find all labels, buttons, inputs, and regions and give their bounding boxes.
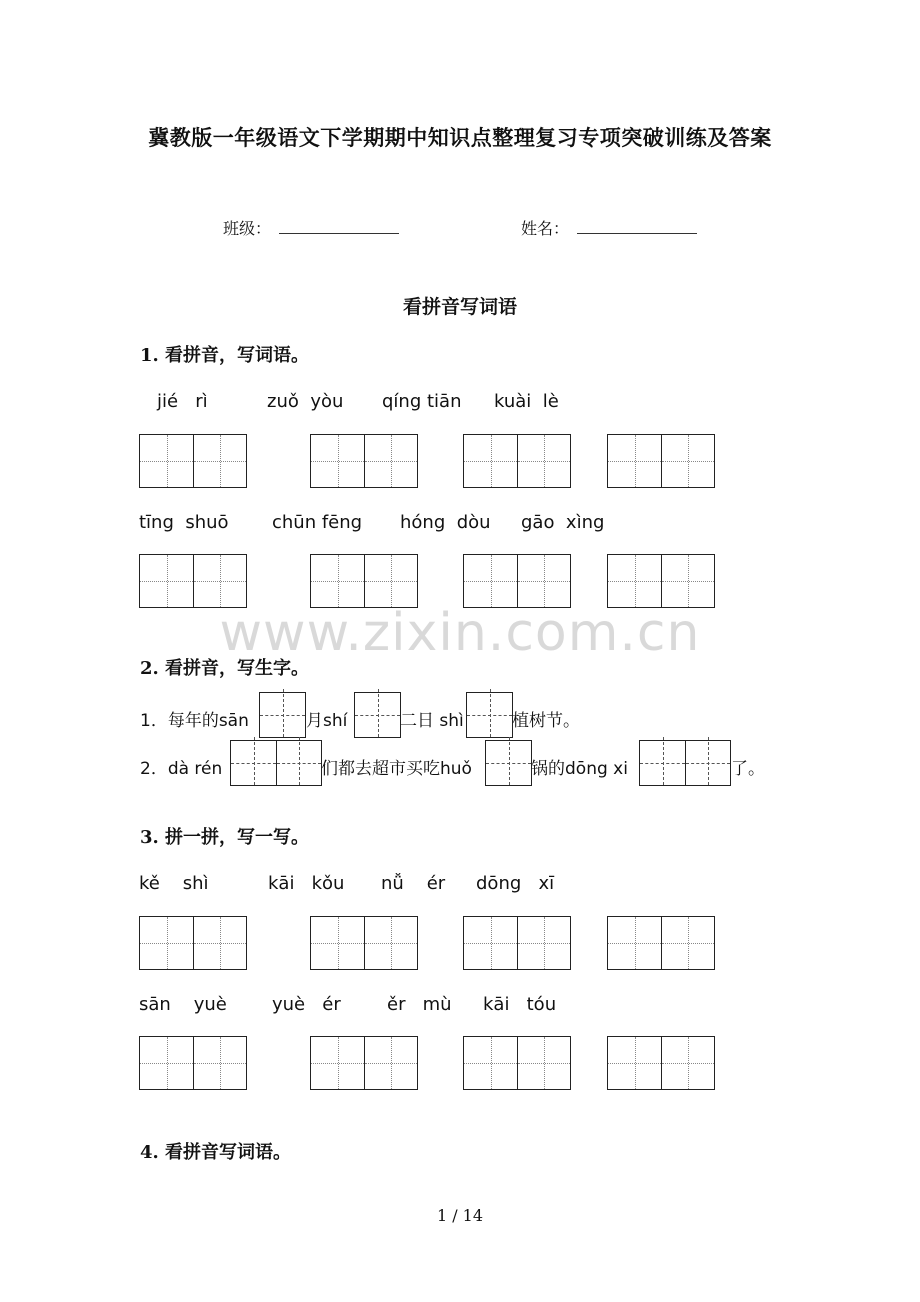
sentence-2-part-c: 锅的dōng xi bbox=[531, 759, 628, 779]
writing-grid[interactable] bbox=[463, 916, 571, 970]
pinyin-label: kuài lè bbox=[494, 391, 559, 412]
class-label: 班级： bbox=[223, 219, 272, 238]
pinyin-label: kě shì bbox=[139, 873, 209, 894]
sentence-1-part-b: 月shí bbox=[306, 711, 348, 731]
question-1-heading: 1. 看拼音，写词语。 bbox=[140, 345, 310, 366]
pinyin-label: qíng tiān bbox=[382, 391, 462, 412]
writing-grid[interactable] bbox=[310, 1036, 418, 1090]
pinyin-label: jié rì bbox=[157, 391, 208, 412]
pinyin-label: zuǒ yòu bbox=[267, 391, 344, 412]
answer-box[interactable] bbox=[466, 692, 513, 738]
watermark: www.zixin.com.cn bbox=[219, 603, 701, 663]
writing-grid[interactable] bbox=[310, 554, 418, 608]
writing-grid[interactable] bbox=[463, 554, 571, 608]
page-number: 1 / 14 bbox=[436, 1206, 484, 1225]
answer-box[interactable] bbox=[354, 692, 401, 738]
question-3-heading: 3. 拼一拼，写一写。 bbox=[140, 827, 310, 848]
sentence-1-part-a: 1．每年的sān bbox=[140, 711, 249, 731]
answer-box[interactable] bbox=[259, 692, 306, 738]
sentence-1-part-c: 二日 shì bbox=[400, 711, 464, 731]
answer-box[interactable] bbox=[639, 740, 731, 786]
pinyin-label: chūn fēng bbox=[272, 512, 363, 533]
pinyin-label: hóng dòu bbox=[400, 512, 491, 533]
pinyin-label: kāi tóu bbox=[483, 994, 557, 1015]
sentence-1-part-d: 植树节。 bbox=[512, 711, 580, 731]
pinyin-label: tīng shuō bbox=[139, 512, 229, 533]
writing-grid[interactable] bbox=[139, 434, 247, 488]
writing-grid[interactable] bbox=[310, 434, 418, 488]
pinyin-label: ěr mù bbox=[387, 994, 452, 1015]
writing-grid[interactable] bbox=[607, 554, 715, 608]
sentence-2-part-b: 们都去超市买吃huǒ bbox=[321, 759, 472, 779]
pinyin-label: dōng xī bbox=[476, 873, 555, 894]
answer-box[interactable] bbox=[485, 740, 532, 786]
class-blank-line bbox=[279, 233, 399, 234]
writing-grid[interactable] bbox=[310, 916, 418, 970]
question-4-heading: 4. 看拼音写词语。 bbox=[140, 1142, 292, 1163]
answer-box[interactable] bbox=[230, 740, 322, 786]
question-2-heading: 2. 看拼音，写生字。 bbox=[140, 658, 310, 679]
pinyin-label: sān yuè bbox=[139, 994, 227, 1015]
name-label: 姓名： bbox=[521, 219, 570, 238]
writing-grid[interactable] bbox=[463, 434, 571, 488]
section-title: 看拼音写词语 bbox=[402, 296, 517, 318]
writing-grid[interactable] bbox=[607, 434, 715, 488]
writing-grid[interactable] bbox=[139, 916, 247, 970]
writing-grid[interactable] bbox=[607, 916, 715, 970]
pinyin-label: yuè ér bbox=[272, 994, 341, 1015]
pinyin-label: gāo xìng bbox=[521, 512, 605, 533]
writing-grid[interactable] bbox=[463, 1036, 571, 1090]
name-blank-line bbox=[577, 233, 697, 234]
document-title: 冀教版一年级语文下学期期中知识点整理复习专项突破训练及答案 bbox=[148, 125, 772, 150]
sentence-2-part-d: 了。 bbox=[731, 759, 765, 779]
writing-grid[interactable] bbox=[607, 1036, 715, 1090]
pinyin-label: kāi kǒu bbox=[268, 873, 345, 894]
sentence-2-part-a: 2．dà rén bbox=[140, 759, 223, 779]
writing-grid[interactable] bbox=[139, 1036, 247, 1090]
pinyin-label: nǚ ér bbox=[381, 873, 446, 894]
writing-grid[interactable] bbox=[139, 554, 247, 608]
